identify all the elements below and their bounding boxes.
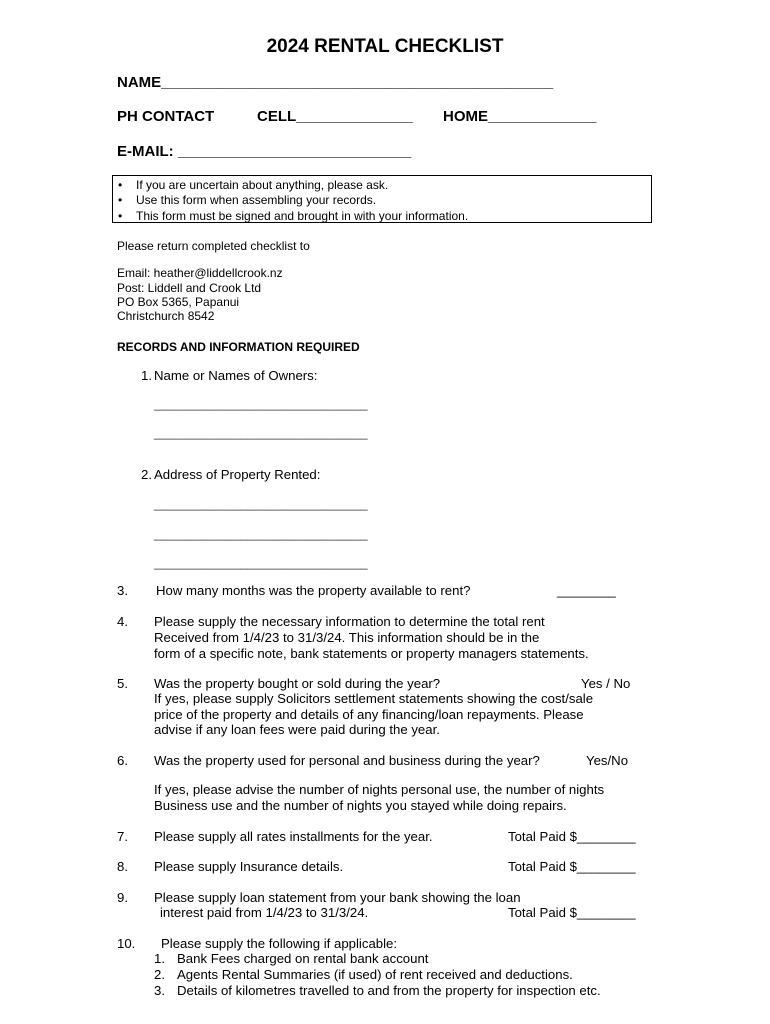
item-4-line-2: Received from 1/4/23 to 31/3/24. This information should be in the [154,630,540,645]
cell-field-label[interactable]: CELL______________ [257,108,413,125]
item-6-line-2: If yes, please advise the number of nights personal use, the number of nights [154,782,605,797]
item-10-number: 10. [117,936,136,951]
notes-box [112,175,652,223]
item-2-number: 2. [141,467,152,482]
sub-item-text: Bank Fees charged on rental bank account [177,951,429,966]
item-1-number: 1. [141,368,152,383]
item-5-number: 5. [117,676,128,691]
ph-contact-label: PH CONTACT [117,108,215,125]
personal-business-yes-no[interactable]: Yes/No [586,753,629,768]
note-text: If you are uncertain about anything, please ask. [136,178,389,192]
loan-interest-total-paid[interactable]: Total Paid $________ [508,905,636,920]
owner-name-line-2[interactable]: ________________________________ [154,426,368,440]
item-3-text: How many months was the property available to rent? [156,583,471,598]
sub-item-number: 1. [154,951,165,966]
address-line-2[interactable]: ________________________________ [154,527,368,541]
item-6-number: 6. [117,753,128,768]
item-8-text: Please supply Insurance details. [154,859,344,874]
item-9-line-1: Please supply loan statement from your bank showing the loan [154,890,521,905]
item-7-text: Please supply all rates installments for the year. [154,829,433,844]
page-title: 2024 RENTAL CHECKLIST [266,36,504,57]
sub-item-text: Details of kilometres travelled to and from the property for inspection etc. [177,983,601,998]
item-5-line-3: price of the property and details of any financing/loan repayments. Please [154,707,584,722]
email-field-label[interactable]: E-MAIL: ____________________________ [117,143,412,160]
item-1-text: Name or Names of Owners: [154,368,318,383]
item-4-line-3: form of a specific note, bank statements or property managers statements. [154,646,589,661]
sub-item-number: 2. [154,967,165,982]
home-field-label[interactable]: HOME_____________ [443,108,597,125]
sub-item-number: 3. [154,983,165,998]
insurance-total-paid[interactable]: Total Paid $________ [508,859,636,874]
name-field-label[interactable]: NAME_______________________________________________ [117,74,554,91]
item-5-line-2: If yes, please supply Solicitors settlement statements showing the cost/sale [154,691,594,706]
item-7-number: 7. [117,829,128,844]
return-intro: Please return completed checklist to [117,239,310,253]
owner-name-line-1[interactable]: ________________________________ [154,397,368,411]
sub-item-text: Agents Rental Summaries (if used) of rent received and deductions. [177,967,573,982]
item-2-text: Address of Property Rented: [154,467,321,482]
item-3-number: 3. [117,583,128,598]
return-po-box: PO Box 5365, Papanui [117,295,240,309]
item-4-line-1: Please supply the necessary information to determine the total rent [154,614,545,629]
item-4-number: 4. [117,614,128,629]
item-5-line-1: Was the property bought or sold during the year? [154,676,441,691]
item-10-text: Please supply the following if applicable: [161,936,398,951]
bullet-icon: • [118,193,123,207]
bought-sold-yes-no[interactable]: Yes / No [581,676,631,691]
item-9-line-2: interest paid from 1/4/23 to 31/3/24. [160,905,369,920]
item-5-line-4: advise if any loan fees were paid during the year. [154,722,440,737]
item-6-line-3: Business use and the number of nights you stayed while doing repairs. [154,798,567,813]
item-9-number: 9. [117,890,128,905]
note-text: This form must be signed and brought in with your information. [136,209,469,223]
return-post: Post: Liddell and Crook Ltd [117,281,262,295]
months-available-blank[interactable]: ________ [557,583,616,598]
return-city: Christchurch 8542 [117,309,215,323]
rates-total-paid[interactable]: Total Paid $________ [508,829,636,844]
note-text: Use this form when assembling your records. [136,193,377,207]
bullet-icon: • [118,178,123,192]
address-line-1[interactable]: ________________________________ [154,497,368,511]
bullet-icon: • [118,209,123,223]
address-line-3[interactable]: ________________________________ [154,556,368,570]
item-8-number: 8. [117,859,128,874]
section-heading: RECORDS AND INFORMATION REQUIRED [117,340,360,354]
item-6-line-1: Was the property used for personal and business during the year? [154,753,540,768]
return-email: Email: heather@liddellcrook.nz [117,266,283,280]
